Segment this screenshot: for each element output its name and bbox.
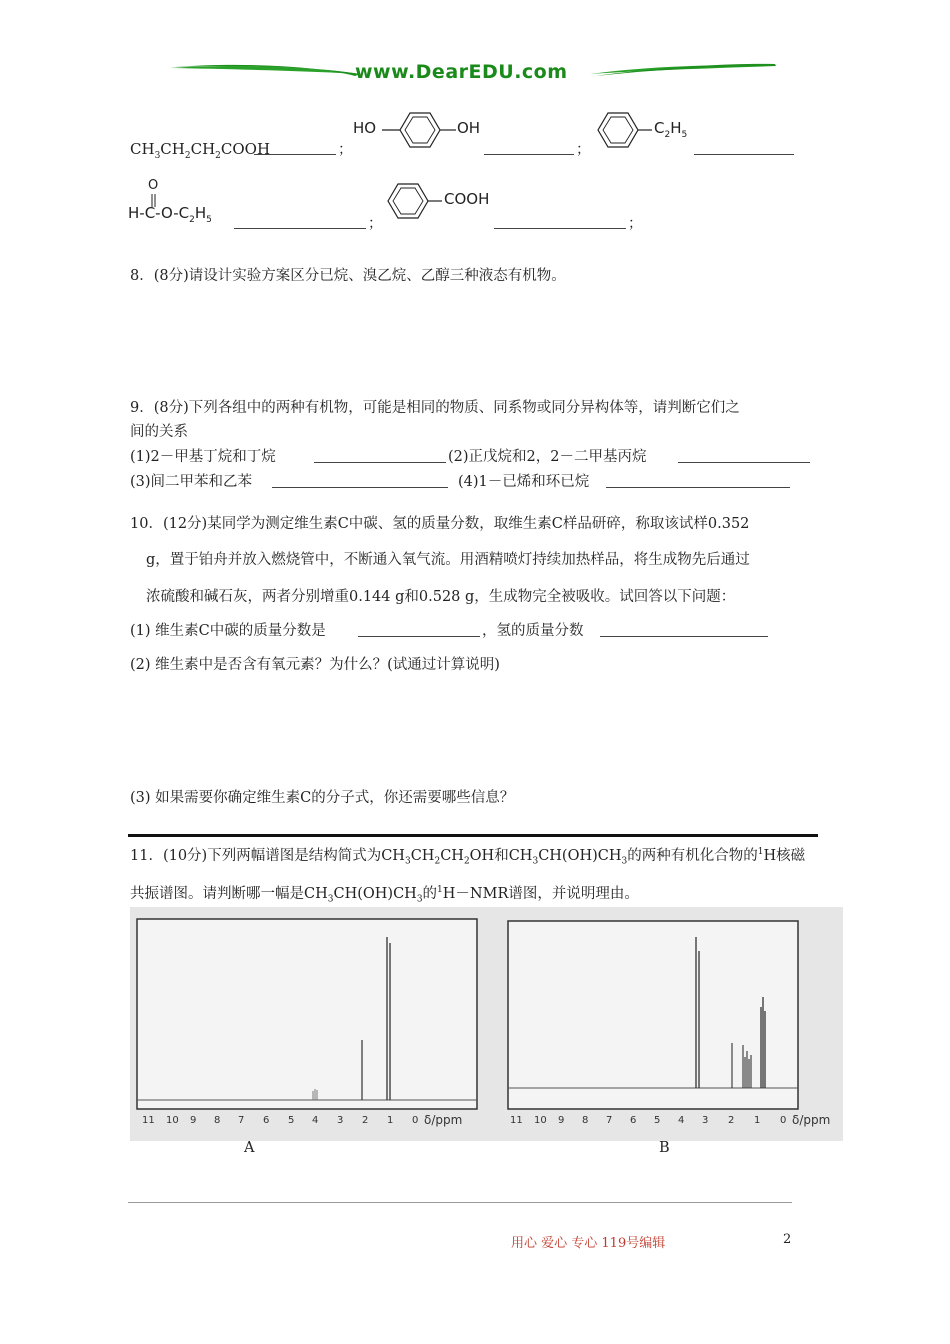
axis-tick-a-4: 4 (312, 1115, 319, 1126)
axis-tick-b-6: 6 (630, 1115, 637, 1126)
ethylbenzene-structure (592, 105, 702, 155)
answer-blank-9-2[interactable] (678, 448, 810, 463)
site-header (170, 58, 780, 88)
question-11-line1: 11．(10分)下列两幅谱图是结构简式为$CH_3CH_2CH_2OH$和$CH_3CH(OH)CH_3$的两种有机化合物的$^1$H核磁 (130, 847, 806, 867)
question-10-line1: 10．(12分)某同学为测定维生素C中碳、氢的质量分数，取维生素C样品研碎，称取该试样0.352 (130, 516, 750, 532)
axis-tick-b-10: 10 (534, 1115, 547, 1126)
answer-blank-9-1[interactable] (314, 448, 446, 463)
answer-blank-9-4[interactable] (606, 473, 790, 488)
answer-blank-10-1[interactable] (358, 622, 480, 637)
question-10-part1b: ，氢的质量分数 (482, 623, 584, 639)
axis-tick-b-9: 9 (558, 1115, 565, 1126)
axis-tick-a-3: 3 (337, 1115, 344, 1126)
axis-tick-b-2: 2 (728, 1115, 735, 1126)
separator: ； (628, 216, 643, 232)
axis-tick-a-7: 7 (238, 1115, 245, 1126)
ho-label: HO (353, 119, 377, 137)
carbonyl-o-label: O (148, 178, 159, 193)
separator: ； (576, 142, 591, 158)
axis-tick-b-11: 11 (510, 1115, 523, 1126)
axis-tick-a-9: 9 (190, 1115, 197, 1126)
separator: ； (368, 216, 383, 232)
ethyl-formate-structure (128, 178, 238, 226)
formula-butanoic-acid: $CH_3CH_2CH_2COOH$ (130, 140, 271, 161)
nmr-spectra-image (130, 907, 843, 1141)
question-9-part2: (2)正戊烷和2，2－二甲基丙烷 (448, 449, 647, 465)
ethyl-formate-formula: $H-C-O-C_2H_5$ (128, 204, 212, 225)
question-9-part3: (3)间二甲苯和乙苯 (130, 474, 253, 490)
axis-unit-b: δ/ppm (792, 1113, 831, 1127)
axis-tick-a-6: 6 (263, 1115, 270, 1126)
question-9-part1: (1)2－甲基丁烷和丁烷 (130, 449, 276, 465)
question-9-line2: 间的关系 (130, 424, 188, 440)
axis-tick-b-8: 8 (582, 1115, 589, 1126)
axis-tick-a-11: 11 (142, 1115, 155, 1126)
answer-blank-9-3[interactable] (272, 473, 448, 488)
question-8: 8．(8分)请设计实验方案区分已烷、溴乙烷、乙醇三种液态有机物。 (130, 268, 566, 284)
hydroquinone-structure (350, 105, 490, 155)
benzoic-acid-structure (382, 177, 502, 227)
axis-tick-a-0: 0 (412, 1115, 419, 1126)
spectrum-label-a: A (244, 1140, 255, 1156)
axis-tick-b-7: 7 (606, 1115, 613, 1126)
answer-blank-1[interactable] (254, 140, 336, 155)
question-10-part1a: (1) 维生素C中碳的质量分数是 (130, 623, 326, 639)
axis-unit-a: δ/ppm (424, 1113, 463, 1127)
axis-tick-b-0: 0 (780, 1115, 787, 1126)
question-10-part2: (2) 维生素中是否含有氧元素？为什么？(试通过计算说明) (130, 657, 500, 673)
question-11-line2: 共振谱图。请判断哪一幅是$CH_3CH(OH)CH_3$的$^1$H－NMR谱图，并说明理由。 (130, 885, 639, 905)
axis-tick-a-1: 1 (387, 1115, 394, 1126)
c2h5-label: $C_2H_5$ (654, 119, 688, 140)
answer-blank-10-2[interactable] (600, 622, 768, 637)
question-9-part4: (4)1－已烯和环已烷 (458, 474, 590, 490)
question-10-line2: g，置于铂舟并放入燃烧管中，不断通入氧气流。用酒精喷灯持续加热样品，将生成物先后通过 (146, 552, 750, 568)
axis-tick-b-5: 5 (654, 1115, 661, 1126)
footer-divider (128, 1202, 792, 1203)
question-10-line3: 浓硫酸和碱石灰，两者分别增重0.144 g和0.528 g，生成物完全被吸收。试回答以下问题： (146, 589, 736, 605)
axis-tick-b-4: 4 (678, 1115, 685, 1126)
axis-tick-a-5: 5 (288, 1115, 295, 1126)
axis-tick-a-10: 10 (166, 1115, 179, 1126)
answer-blank-5[interactable] (494, 214, 626, 229)
question-10-part3: (3) 如果需要你确定维生素C的分子式，你还需要哪些信息？ (130, 790, 515, 806)
site-url: www.DearEDU.com (355, 61, 568, 83)
page-number: 2 (783, 1232, 792, 1247)
question-9-line1: 9．(8分)下列各组中的两种有机物，可能是相同的物质、同系物或同分异构体等，请判断它们之 (130, 400, 740, 416)
footer-slogan: 用心 爱心 专心 119号编辑 (511, 1236, 666, 1251)
section-divider (128, 834, 818, 837)
nmr-spectra (130, 907, 843, 1141)
axis-tick-a-8: 8 (214, 1115, 221, 1126)
cooh-label: COOH (444, 190, 490, 208)
answer-blank-4[interactable] (234, 214, 366, 229)
answer-blank-2[interactable] (484, 140, 574, 155)
separator: ； (338, 142, 353, 158)
oh-label: OH (457, 119, 481, 137)
axis-tick-b-1: 1 (754, 1115, 761, 1126)
axis-tick-a-2: 2 (362, 1115, 369, 1126)
spectrum-label-b: B (659, 1140, 670, 1156)
answer-blank-3[interactable] (694, 140, 794, 155)
axis-tick-b-3: 3 (702, 1115, 709, 1126)
